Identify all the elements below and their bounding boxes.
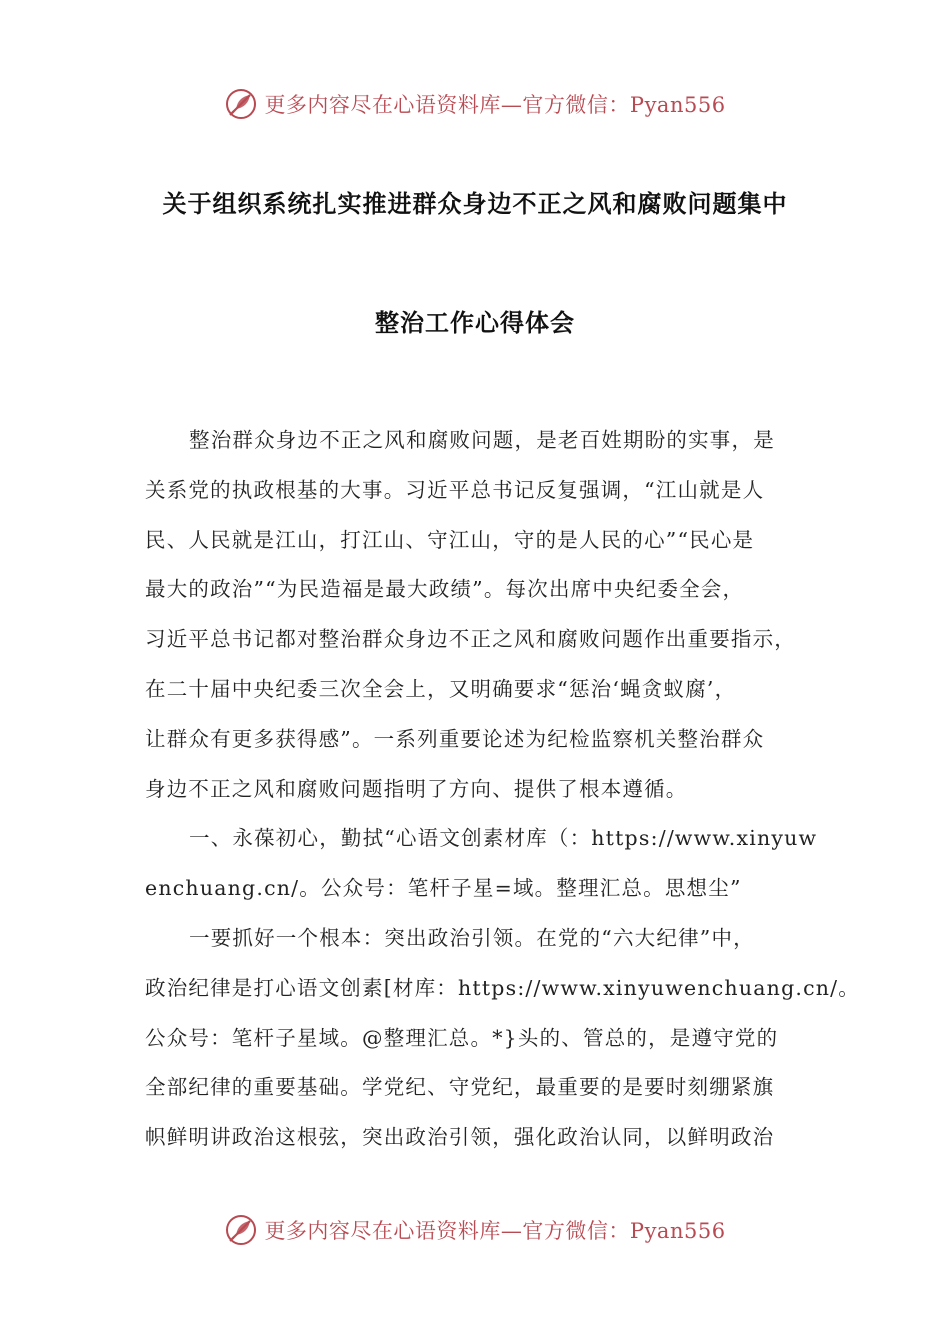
footer-banner-text: 更多内容尽在心语资料库—官方微信：Pyan556 bbox=[264, 1219, 726, 1243]
body-line: 一要抓好一个根本：突出政治引领。在党的“六大纪律”中， bbox=[189, 925, 755, 950]
header-banner bbox=[0, 84, 950, 124]
document-title-line-2: 整治工作心得体会 bbox=[375, 308, 575, 337]
document-body bbox=[145, 416, 860, 1163]
body-line: 在二十届中央纪委三次全会上，又明确要求“惩治‘蝇贪蚁腐’， bbox=[145, 676, 737, 701]
body-line: 公众号：笔杆子星域。@整理汇总。*}头的、管总的，是遵守党的 bbox=[145, 1025, 779, 1050]
body-line: 身边不正之风和腐败问题指明了方向、提供了根本遵循。 bbox=[145, 776, 688, 801]
body-line: 关系党的执政根基的大事。习近平总书记反复强调，“江山就是人 bbox=[145, 477, 765, 502]
body-line: 政治纪律是打心语文创素[材库：https://www.xinyuwenchuang.cn/。 bbox=[145, 975, 860, 1000]
body-line: 全部纪律的重要基础。学党纪、守党纪，最重要的是要时刻绷紧旗 bbox=[145, 1075, 775, 1100]
body-line: 帜鲜明讲政治这根弦，突出政治引领，强化政治认同，以鲜明政治 bbox=[145, 1125, 775, 1150]
body-line: 民、人民就是江山，打江山、守江山，守的是人民的心”“民心是 bbox=[145, 527, 755, 552]
header-banner-text: 更多内容尽在心语资料库—官方微信：Pyan556 bbox=[264, 93, 726, 117]
document-title-line-1: 关于组织系统扎实推进群众身边不正之风和腐败问题集中 bbox=[162, 189, 788, 218]
feather-pen-logo-icon bbox=[224, 1213, 258, 1247]
footer-banner bbox=[0, 1210, 950, 1250]
body-line: 让群众有更多获得感”。一系列重要论述为纪检监察机关整治群众 bbox=[145, 726, 765, 751]
body-line: 最大的政治”“为民造福是最大政绩”。每次出席中央纪委全会， bbox=[145, 577, 745, 602]
body-line: 整治群众身边不正之风和腐败问题，是老百姓期盼的实事，是 bbox=[189, 428, 775, 452]
body-line: enchuang.cn/。公众号：笔杆子星=域。整理汇总。思想尘” bbox=[145, 876, 742, 901]
feather-pen-logo-icon bbox=[224, 87, 258, 121]
body-line: 习近平总书记都对整治群众身边不正之风和腐败问题作出重要指示， bbox=[145, 627, 796, 652]
body-line: 一、永葆初心，勤拭“心语文创素材库（：https://www.xinyuw bbox=[189, 826, 818, 851]
